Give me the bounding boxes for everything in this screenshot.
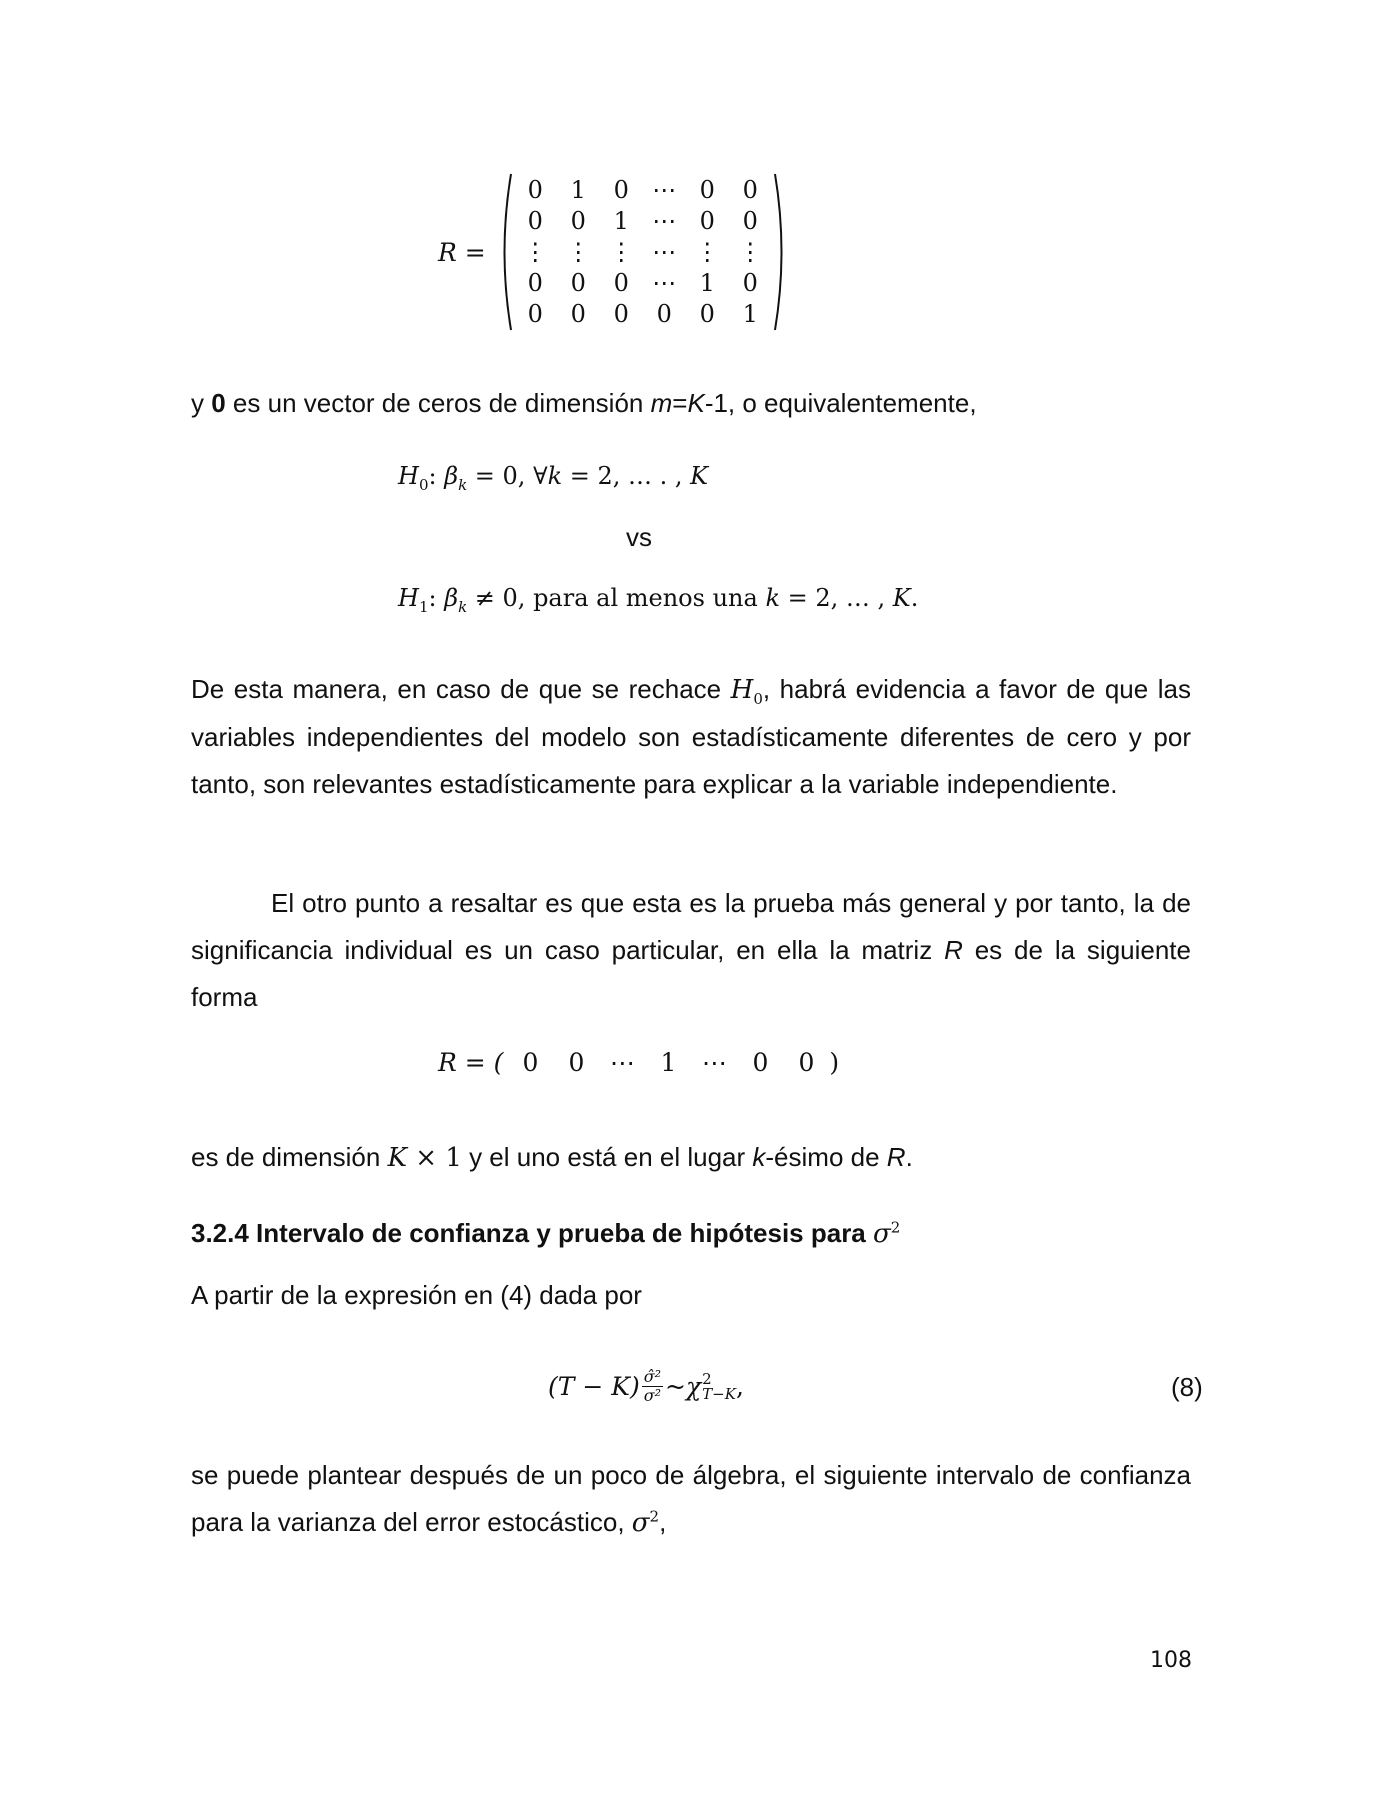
eq8-chi-sup: 2	[702, 1369, 712, 1388]
eq8-comma: ,	[735, 1372, 744, 1401]
matrix-cell: 0	[613, 176, 629, 204]
p1-pre: y	[191, 388, 212, 418]
h0-h: H	[398, 462, 419, 490]
eq8-tilde: ~	[665, 1372, 686, 1401]
matrix-cell: 0	[656, 300, 672, 328]
eq8-den: σ²	[643, 1386, 662, 1405]
matrix-cell: 0	[742, 176, 758, 204]
matrix-cell: 0	[527, 176, 543, 204]
p4-mid2: -ésimo de	[765, 1142, 887, 1172]
hypothesis-h0	[398, 462, 709, 494]
matrix-cell: 0	[527, 207, 543, 235]
matrix-cell: ⋯	[652, 269, 677, 297]
rowvec-cell: 1	[660, 1048, 677, 1077]
p4-r: R	[886, 1142, 906, 1172]
h1-end: .	[910, 584, 919, 612]
matrix-cell: ⋮	[738, 238, 763, 266]
rowvec-close: )	[829, 1048, 840, 1077]
p3-post: es de la siguiente forma	[191, 935, 1191, 1012]
eq8-chi: χ	[686, 1372, 702, 1401]
matrix-cell: 0	[527, 269, 543, 297]
matrix-cell: ⋮	[695, 238, 720, 266]
rowvec-cell: 0	[798, 1048, 815, 1077]
h1-rest1: ≠ 0, para al menos una	[467, 584, 766, 612]
matrix-cell: 0	[570, 207, 586, 235]
left-paren	[496, 172, 514, 332]
matrix-cell: ⋮	[566, 238, 591, 266]
matrix-cell: 0	[613, 300, 629, 328]
h1-colon: :	[428, 584, 445, 612]
equation-8	[548, 1368, 744, 1405]
matrix-cell: 0	[570, 300, 586, 328]
p1-k: K	[687, 388, 705, 418]
section-title: 3.2.4 Intervalo de confianza y prueba de hipótesis para	[191, 1218, 873, 1248]
section-sigma: σ	[873, 1219, 891, 1249]
h1-sub: 1	[418, 597, 429, 616]
h1-beta: β	[444, 584, 459, 612]
matrix-cell: 0	[699, 300, 715, 328]
matrix-cell: 0	[527, 300, 543, 328]
h0-sub: 0	[418, 475, 429, 494]
p6-end: ,	[659, 1507, 667, 1537]
h1-k: k	[765, 584, 780, 612]
p1-m: m	[650, 388, 673, 418]
matrix-cell: 1	[742, 300, 758, 328]
rowvec-cell: 0	[568, 1048, 585, 1077]
matrix-cell: ⋮	[523, 238, 548, 266]
p2-post: , habrá evidencia a favor de que las variables independientes del modelo son estadísticamente diferentes de cero y por tanto, son relevantes estadísticamente para explicar a la variable independiente.	[191, 674, 1191, 799]
matrix-cell: 0	[699, 207, 715, 235]
eq8-fraction	[642, 1368, 663, 1405]
equation-number: (8)	[1171, 1372, 1203, 1402]
rowvec-cell: 0	[522, 1048, 539, 1077]
paragraph-reject-h0	[191, 666, 1191, 808]
matrix-cell: 1	[570, 176, 586, 204]
rowvec-cell: ⋯	[701, 1048, 727, 1077]
p4-k: k	[752, 1142, 766, 1172]
p2-pre: De esta manera, en caso de que se rechace	[191, 674, 731, 704]
h0-colon: :	[428, 462, 445, 490]
h1-h: H	[398, 584, 419, 612]
rowvec-cell: ⋯	[609, 1048, 635, 1077]
matrix-grid	[514, 175, 772, 330]
eq8-num: σ̂²	[643, 1367, 662, 1386]
rowvec-cells	[507, 1048, 829, 1077]
p4-pre: es de dimensión	[191, 1142, 388, 1172]
h1-K: K	[892, 584, 911, 612]
matrix-cell: 0	[699, 176, 715, 204]
matrix-cell: ⋯	[652, 238, 677, 266]
p4-end: .	[905, 1142, 913, 1172]
h1-rest2: = 2, … ,	[779, 584, 893, 612]
p3-pre: El otro punto a resaltar es que esta es la prueba más general y por tanto, la de significancia individual es un caso particular, en ella la matriz	[191, 888, 1191, 965]
p3-r: R	[944, 935, 963, 965]
eq8-chi-sub: T−K	[702, 1384, 736, 1403]
matrix-cell: 1	[699, 269, 715, 297]
rowvec-cell: 0	[752, 1048, 769, 1077]
matrix-cell: 0	[613, 269, 629, 297]
h0-beta: β	[444, 462, 459, 490]
p6-pre: se puede plantear después de un poco de álgebra, el siguiente intervalo de confianza para la varianza del error estocástico,	[191, 1460, 1191, 1537]
p4-mid: y el uno está en el lugar	[461, 1142, 753, 1172]
h0-beta-sub: k	[458, 475, 468, 494]
matrix-cell: ⋮	[609, 238, 634, 266]
p2-h-sub: 0	[753, 690, 763, 709]
paragraph-vector-zero	[191, 380, 1191, 427]
eq8-lhs: (T − K)	[548, 1372, 640, 1401]
matrix-cell: 0	[742, 269, 758, 297]
matrix-cell: ⋯	[652, 207, 677, 235]
section-heading	[191, 1218, 900, 1249]
matrix-cell: 0	[570, 269, 586, 297]
right-paren	[772, 172, 790, 332]
h0-rest1: = 0, ∀	[467, 462, 548, 490]
p4-times: × 1	[407, 1143, 462, 1173]
h0-rest2: = 2, … . ,	[562, 462, 691, 490]
p6-sigma: σ	[631, 1508, 650, 1538]
hypothesis-h1	[398, 584, 919, 616]
p1-post: -1, o equivalentemente,	[704, 388, 977, 418]
page-number: 108	[1150, 1648, 1192, 1673]
matrix-cell: 0	[742, 207, 758, 235]
matrix-label: R =	[438, 237, 486, 267]
h0-k: k	[547, 462, 563, 490]
paragraph-expression-4: A partir de la expresión en (4) dada por	[191, 1280, 642, 1310]
p2-h: H	[730, 675, 754, 705]
p4-K: K	[387, 1143, 407, 1173]
paragraph-confidence-interval	[191, 1452, 1191, 1547]
rowvec-label: R = (	[438, 1048, 504, 1077]
matrix-cell: ⋯	[652, 176, 677, 204]
h1-beta-sub: k	[458, 597, 468, 616]
p1-bold-zero: 0	[211, 388, 226, 418]
p6-sup: 2	[649, 1507, 660, 1526]
matrix-r	[438, 172, 790, 332]
vs-label: vs	[626, 522, 652, 552]
paragraph-dimension	[191, 1134, 1191, 1182]
h0-K: K	[690, 462, 709, 490]
p1-mid: es un vector de ceros de dimensión	[225, 388, 651, 418]
matrix-cell: 1	[613, 207, 629, 235]
section-sup: 2	[890, 1218, 901, 1237]
eq8-chi-scripts	[702, 1369, 736, 1403]
paragraph-general-test	[191, 880, 1191, 1021]
p1-eq: =	[672, 388, 688, 418]
row-vector-r	[438, 1048, 839, 1077]
